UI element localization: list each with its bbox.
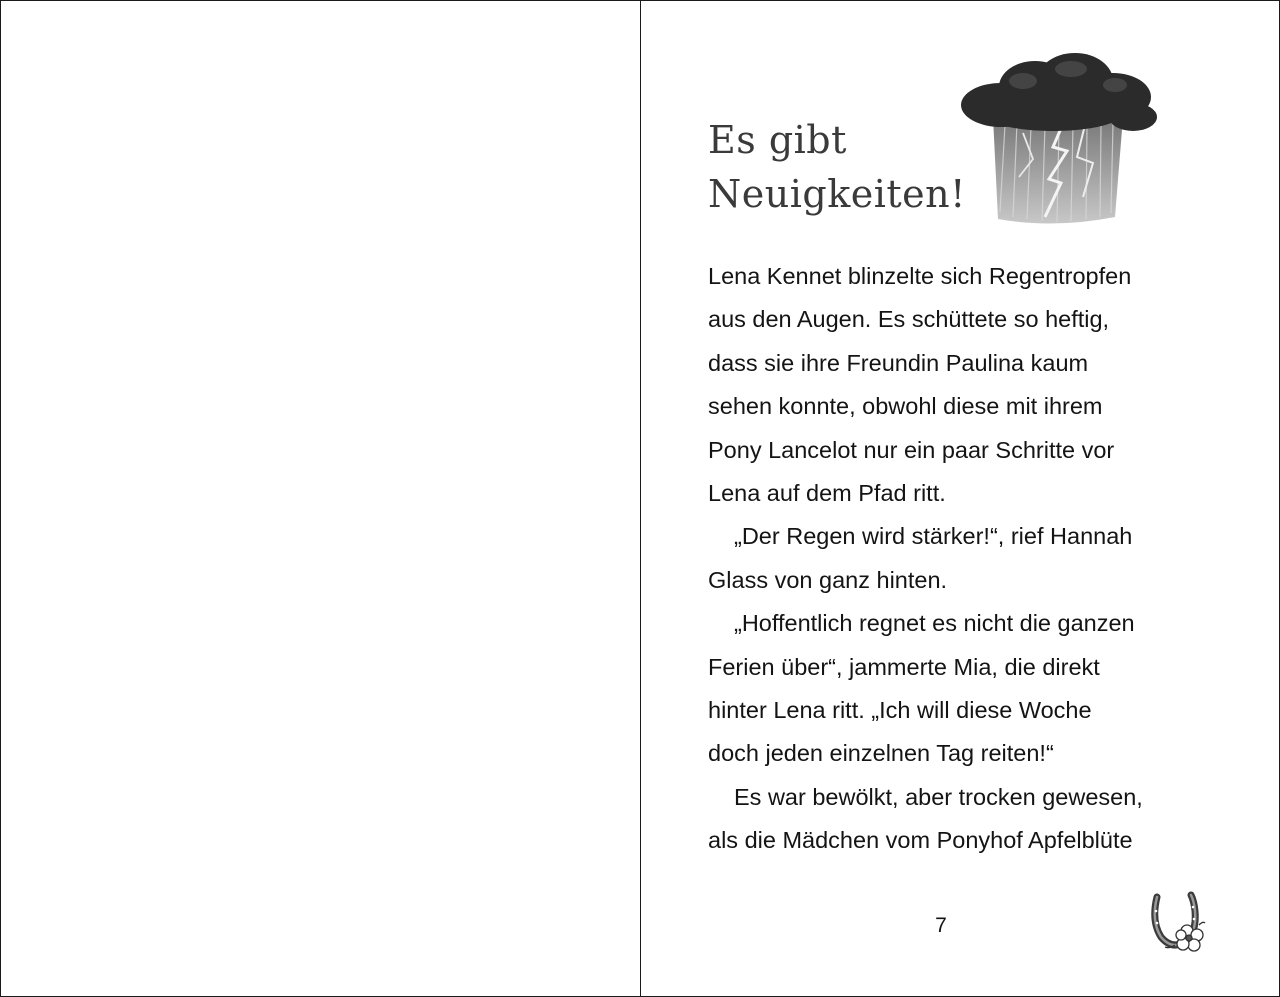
chapter-title-line-2: Neuigkeiten! <box>708 172 966 216</box>
storm-cloud-illustration <box>953 47 1163 227</box>
text-line: Lena auf dem Pfad ritt. <box>708 480 946 507</box>
text-line: sehen konnte, obwohl diese mit ihrem <box>708 393 1103 420</box>
horseshoe-icon <box>1147 891 1207 953</box>
left-page-blank <box>1 1 641 996</box>
text-line: Glass von ganz hinten. <box>708 566 948 593</box>
text-line: „Hoffentlich regnet es nicht die ganzen <box>734 610 1135 637</box>
text-line: aus den Augen. Es schüttete so heftig, <box>708 306 1110 333</box>
text-line: hinter Lena ritt. „Ich will diese Woche <box>708 697 1092 724</box>
text-line: als die Mädchen vom Ponyhof Apfelblüte <box>708 827 1133 854</box>
chapter-title-line-1: Es gibt <box>708 118 847 162</box>
text-line: doch jeden einzelnen Tag reiten!“ <box>708 740 1054 767</box>
text-line: dass sie ihre Freundin Paulina kaum <box>708 349 1089 376</box>
text-line: Lena Kennet blinzelte sich Regentropfen <box>708 263 1132 289</box>
text-line: „Der Regen wird stärker!“, rief Hannah <box>734 523 1133 550</box>
right-page <box>641 1 1279 996</box>
text-line: Ferien über“, jammerte Mia, die direkt <box>708 653 1100 680</box>
text-line: Es war bewölkt, aber trocken gewesen, <box>734 783 1143 810</box>
chapter-title <box>708 113 966 221</box>
page-number: 7 <box>935 914 947 937</box>
text-line: Pony Lancelot nur ein paar Schritte vor <box>708 436 1115 463</box>
flower-icon <box>1176 925 1203 951</box>
chapter-body-text <box>708 255 1188 863</box>
